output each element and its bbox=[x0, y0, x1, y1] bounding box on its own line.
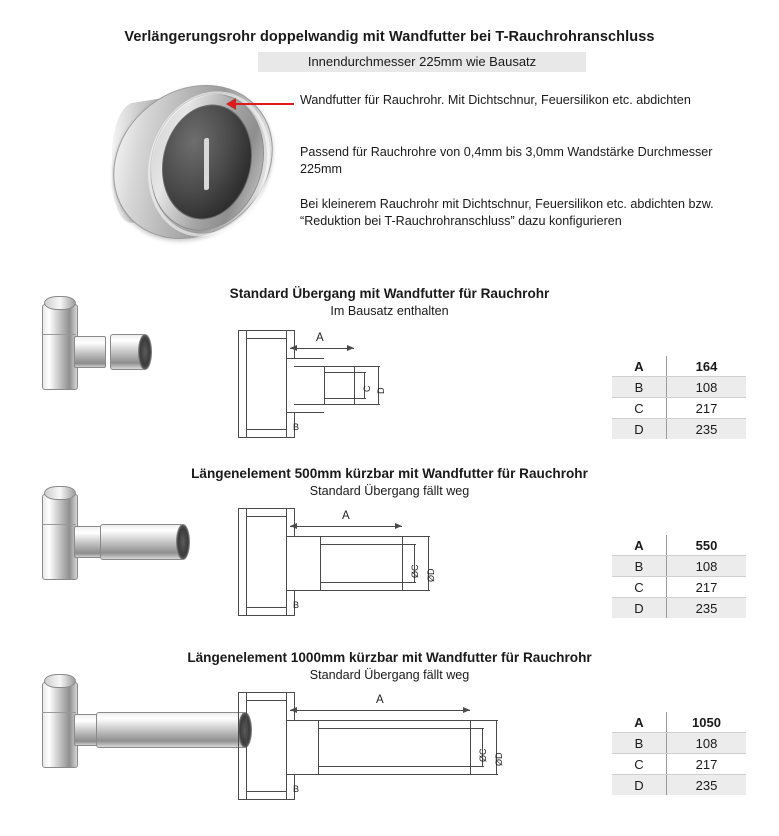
dim-key: A bbox=[612, 356, 667, 377]
dim-label-d-1: D bbox=[376, 387, 386, 394]
dim-key: D bbox=[612, 598, 667, 619]
dim-key: C bbox=[612, 754, 667, 775]
dim-label-d-2: ØD bbox=[426, 568, 436, 582]
dim-key: A bbox=[612, 535, 667, 556]
dim-key: D bbox=[612, 419, 667, 440]
ring-slit bbox=[204, 138, 209, 191]
tee-top-cap bbox=[44, 296, 76, 310]
table-row bbox=[612, 398, 746, 419]
dim-value: 108 bbox=[667, 733, 747, 754]
dim-value: 217 bbox=[667, 577, 747, 598]
table-row bbox=[612, 556, 746, 577]
dim-value: 235 bbox=[667, 598, 747, 619]
dim-label-c-1: C bbox=[362, 385, 372, 392]
tee-top-cap bbox=[44, 486, 76, 500]
dim-label-c-2: ØC bbox=[410, 564, 420, 578]
tee-body bbox=[42, 494, 78, 580]
tee-branch bbox=[74, 526, 102, 558]
pipe-500-bore bbox=[176, 524, 190, 560]
page-subtitle-band: Innendurchmesser 225mm wie Bausatz bbox=[258, 52, 586, 72]
tee-body bbox=[42, 682, 78, 768]
technical-drawing-standard bbox=[238, 330, 398, 440]
table-row bbox=[612, 712, 746, 733]
technical-drawing-500 bbox=[238, 508, 448, 618]
dim-label-c-3: ØC bbox=[478, 748, 488, 762]
tee-seam bbox=[42, 712, 76, 713]
dim-key: B bbox=[612, 377, 667, 398]
note-reduktion: Bei kleinerem Rauchrohr mit Dichtschnur, Feuersilikon etc. abdichten bzw. “Reduktion bei T-Rauchrohranschluss” dazu konfigurieren bbox=[300, 197, 714, 228]
dim-label-a-2: A bbox=[342, 510, 350, 522]
section-2-subtitle: Standard Übergang fällt weg bbox=[309, 484, 470, 498]
section-3-subtitle: Standard Übergang fällt weg bbox=[309, 668, 470, 682]
pipe-1000-body bbox=[96, 712, 246, 748]
table-row bbox=[612, 577, 746, 598]
dimension-table-1000 bbox=[612, 712, 746, 795]
table-row bbox=[612, 535, 746, 556]
tee-body bbox=[42, 304, 78, 390]
wandfutter-sleeve-bore bbox=[138, 334, 152, 370]
dim-value: 217 bbox=[667, 398, 747, 419]
note-wandfutter: Wandfutter für Rauchrohr. Mit Dichtschnur, Feuersilikon etc. abdichten bbox=[300, 93, 691, 107]
product-photo-standard bbox=[40, 298, 180, 398]
table-row bbox=[612, 733, 746, 754]
tee-seam bbox=[42, 524, 76, 525]
tee-branch bbox=[74, 714, 98, 746]
dim-key: A bbox=[612, 712, 667, 733]
dim-label-b-2: B bbox=[293, 600, 300, 610]
section-3-title: Längenelement 1000mm kürzbar mit Wandfutter für Rauchrohr bbox=[187, 650, 592, 665]
dimension-table-500 bbox=[612, 535, 746, 618]
dim-value: 235 bbox=[667, 775, 747, 796]
table-row bbox=[612, 419, 746, 440]
dim-value: 217 bbox=[667, 754, 747, 775]
page-title: Verlängerungsrohr doppelwandig mit Wandfutter bei T-Rauchrohranschluss bbox=[124, 29, 655, 45]
section-1-subtitle: Im Bausatz enthalten bbox=[330, 304, 449, 318]
product-photo-500 bbox=[40, 480, 240, 590]
dim-key: B bbox=[612, 556, 667, 577]
dim-value: 108 bbox=[667, 377, 747, 398]
tee-branch bbox=[74, 336, 106, 368]
tee-top-cap bbox=[44, 674, 76, 688]
dim-value: 1050 bbox=[667, 712, 747, 733]
dimension-table-standard bbox=[612, 356, 746, 439]
dim-label-a-3: A bbox=[376, 694, 384, 706]
callout-arrow-line bbox=[232, 103, 294, 105]
technical-drawing-1000 bbox=[238, 692, 508, 802]
dim-label-d-3: ØD bbox=[494, 752, 504, 766]
dim-key: C bbox=[612, 398, 667, 419]
note-passend: Passend für Rauchrohre von 0,4mm bis 3,0mm Wandstärke Durchmesser 225mm bbox=[300, 145, 713, 176]
dim-value: 550 bbox=[667, 535, 747, 556]
dim-value: 164 bbox=[667, 356, 747, 377]
table-row bbox=[612, 356, 746, 377]
table-row bbox=[612, 775, 746, 796]
dim-key: D bbox=[612, 775, 667, 796]
section-1-title: Standard Übergang mit Wandfutter für Rauchrohr bbox=[229, 286, 550, 301]
pipe-500-body bbox=[100, 524, 184, 560]
dim-key: C bbox=[612, 577, 667, 598]
dim-label-b-1: B bbox=[293, 422, 300, 432]
dim-label-a-1: A bbox=[316, 332, 324, 344]
dim-value: 108 bbox=[667, 556, 747, 577]
tee-seam bbox=[42, 334, 76, 335]
dim-key: B bbox=[612, 733, 667, 754]
table-row bbox=[612, 598, 746, 619]
dim-value: 235 bbox=[667, 419, 747, 440]
section-2-title: Längenelement 500mm kürzbar mit Wandfutter für Rauchrohr bbox=[191, 466, 588, 481]
table-row bbox=[612, 754, 746, 775]
table-row bbox=[612, 377, 746, 398]
dim-label-b-3: B bbox=[293, 784, 300, 794]
